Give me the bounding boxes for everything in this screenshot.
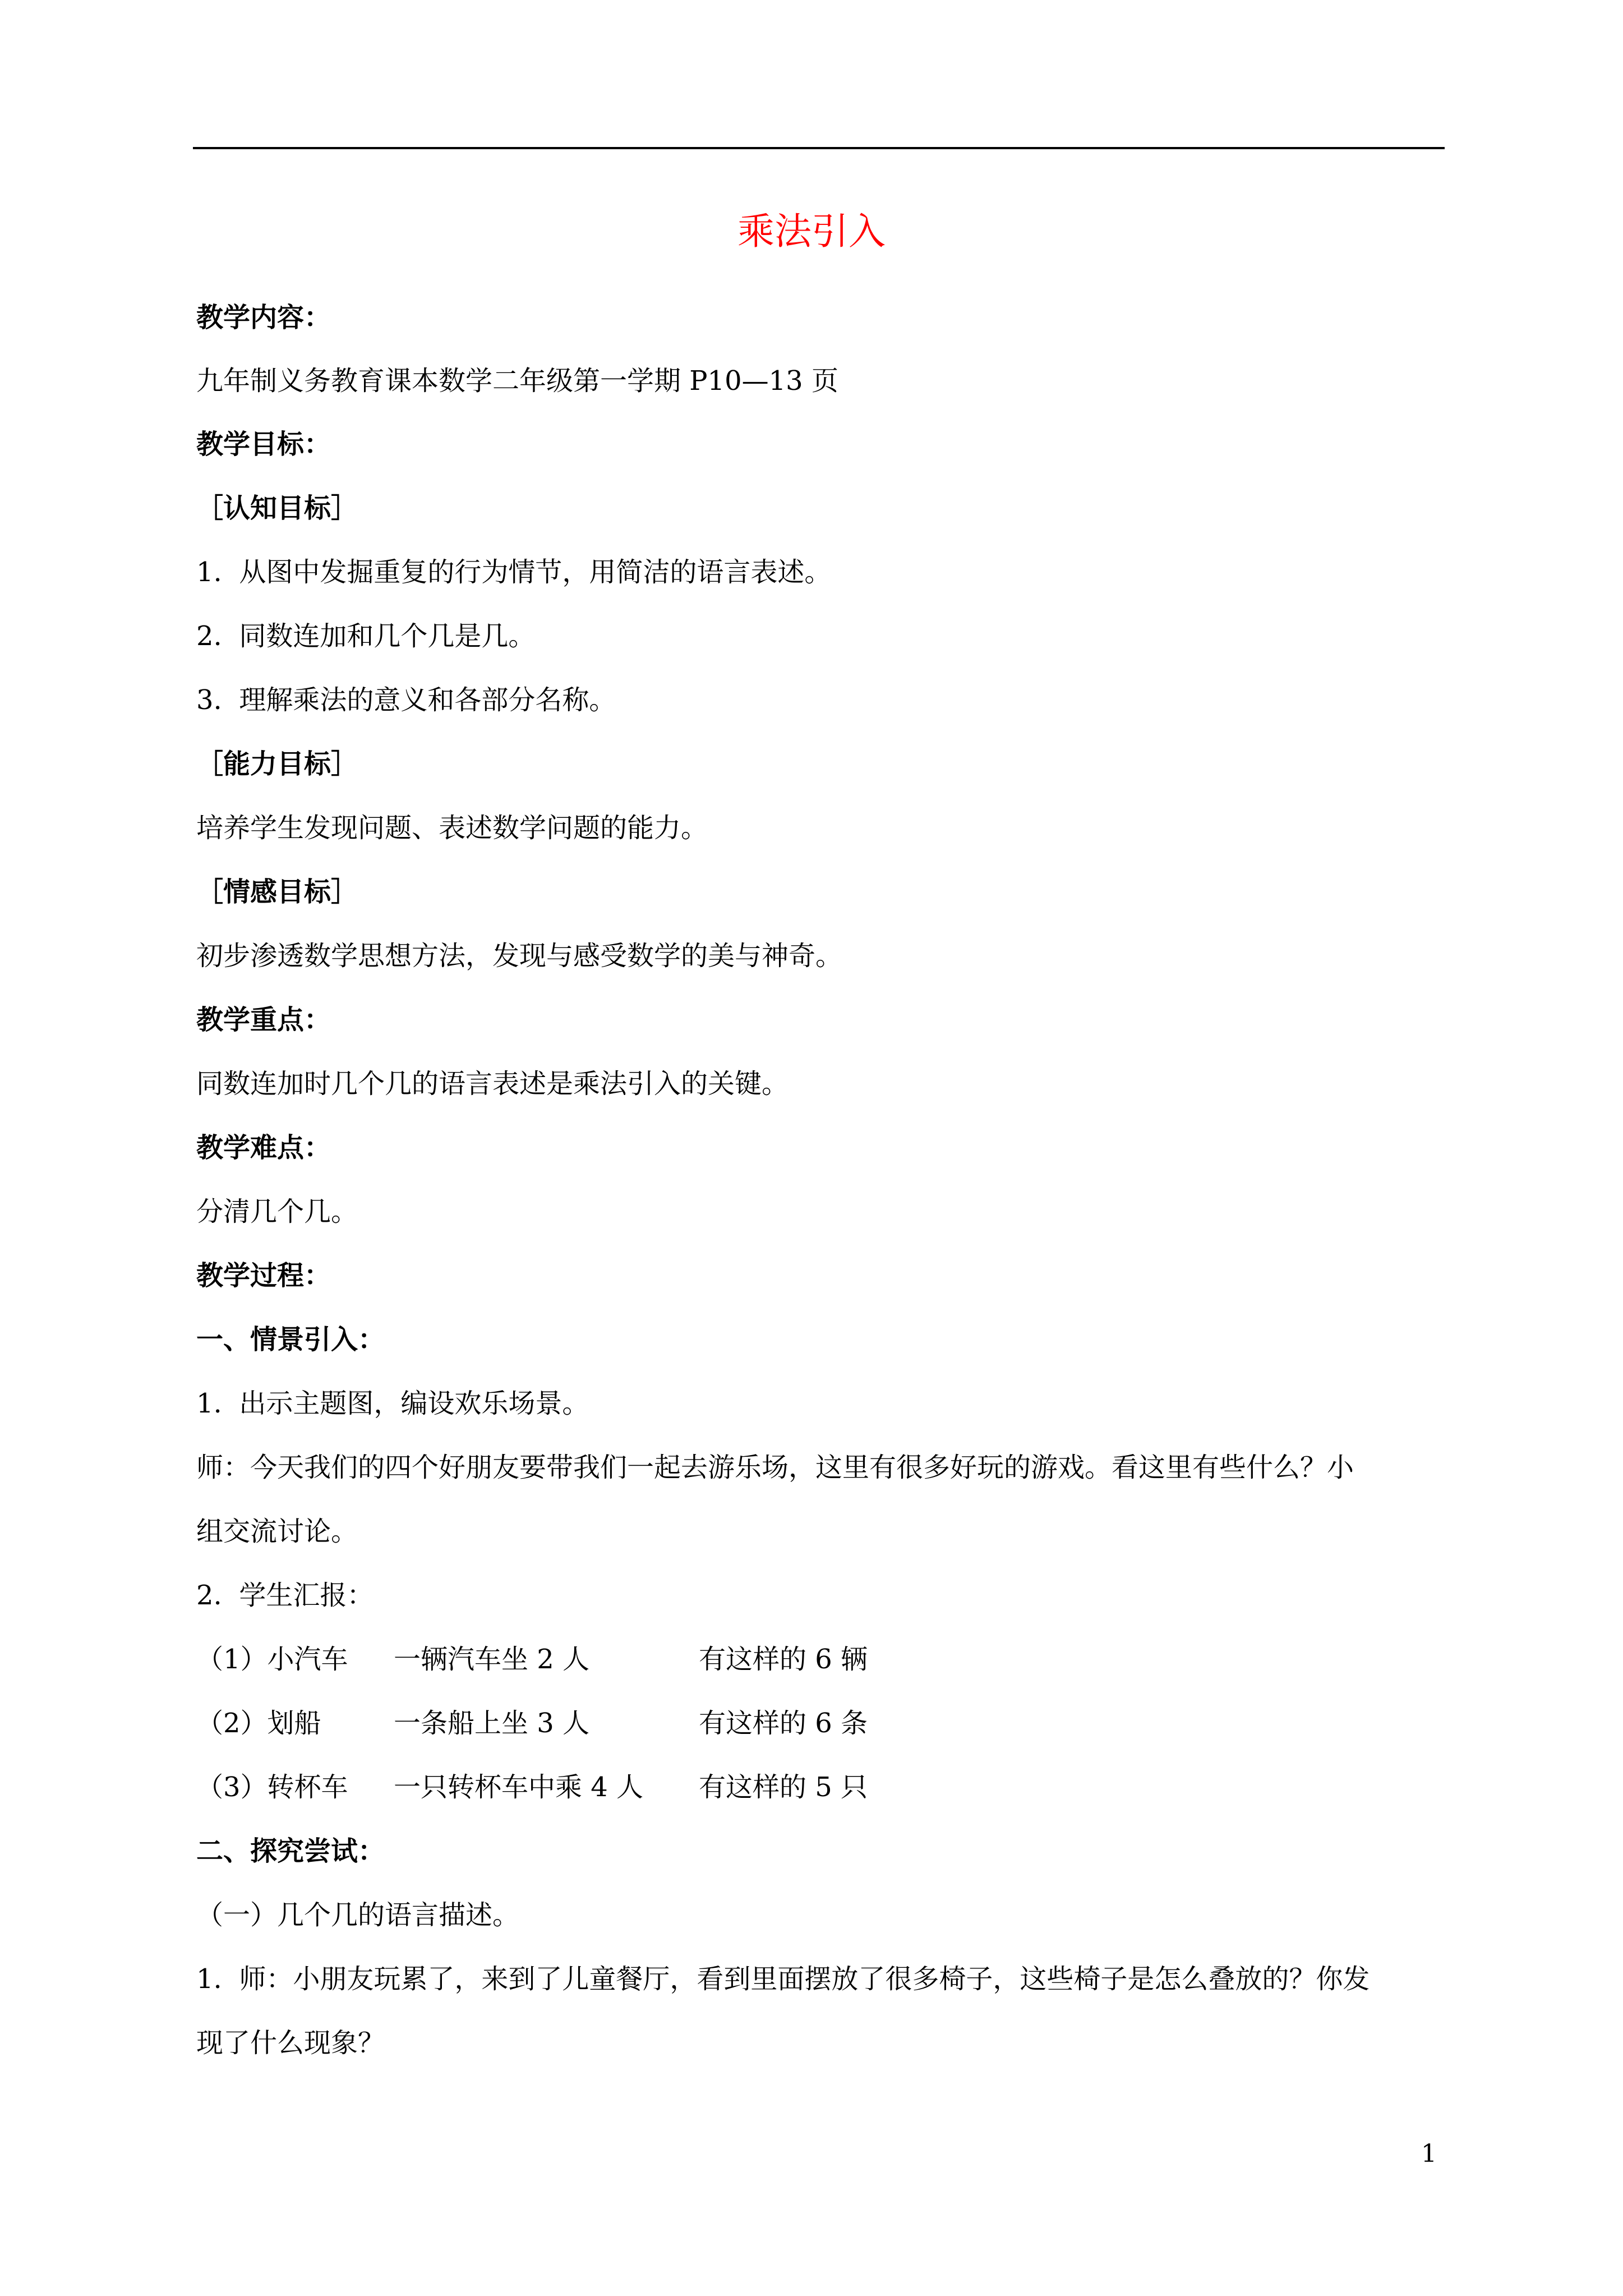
report-item: （2）划船 [196,1708,321,1739]
cognitive-goal-3: 3. 理解乘法的意义和各部分名称。 [196,684,616,716]
heading-teaching-goals: 教学目标： [196,429,331,460]
report-count: 有这样的 5 只 [699,1772,868,1803]
section-1-step-2: 2. 学生汇报： [196,1580,374,1611]
section-2-step-1-line-2: 现了什么现象？ [196,2027,385,2059]
report-item: （1）小汽车 [196,1644,348,1675]
subheading-cognitive-goals: ［认知目标］ [196,493,358,524]
teacher-dialogue-line-1: 师：今天我们的四个好朋友要带我们一起去游乐场，这里有很多好玩的游戏。看这里有些什么？小 [196,1452,1354,1483]
page-number: 1 [1421,2139,1437,2168]
report-desc: 一条船上坐 3 人 [394,1708,590,1739]
section-2-heading: 二、探究尝试： [196,1835,385,1867]
subheading-ability-goals: ［能力目标］ [196,748,358,780]
emotion-goal-text: 初步渗透数学思想方法，发现与感受数学的美与神奇。 [196,940,843,972]
document-title: 乘法引入 [737,210,886,253]
ability-goal-text: 培养学生发现问题、表述数学问题的能力。 [196,812,708,844]
section-2-subheading: （一）几个几的语言描述。 [196,1899,520,1931]
heading-teaching-content: 教学内容： [196,302,331,333]
key-point-text: 同数连加时几个几的语言表述是乘法引入的关键。 [196,1068,789,1099]
heading-difficulty: 教学难点： [196,1132,331,1163]
section-2-step-1-line-1: 1. 师：小朋友玩累了，来到了儿童餐厅，看到里面摆放了很多椅子，这些椅子是怎么叠放的？你发 [196,1963,1370,1995]
report-item: （3）转杯车 [196,1772,348,1803]
difficulty-text: 分清几个几。 [196,1196,358,1227]
report-count: 有这样的 6 条 [699,1708,868,1739]
cognitive-goal-1: 1. 从图中发掘重复的行为情节，用简洁的语言表述。 [196,556,832,588]
section-1-heading: 一、情景引入： [196,1324,385,1355]
cognitive-goal-2: 2. 同数连加和几个几是几。 [196,620,536,652]
report-desc: 一辆汽车坐 2 人 [394,1644,590,1675]
header-rule [193,147,1445,149]
subheading-emotion-goals: ［情感目标］ [196,876,358,908]
heading-teaching-process: 教学过程： [196,1260,331,1291]
section-1-step-1: 1. 出示主题图，编设欢乐场景。 [196,1388,589,1419]
report-count: 有这样的 6 辆 [699,1644,868,1675]
report-desc: 一只转杯车中乘 4 人 [394,1772,644,1803]
teacher-dialogue-line-2: 组交流讨论。 [196,1516,358,1547]
heading-key-point: 教学重点： [196,1004,331,1036]
teaching-content-text: 九年制义务教育课本数学二年级第一学期 P10—13 页 [196,365,838,397]
